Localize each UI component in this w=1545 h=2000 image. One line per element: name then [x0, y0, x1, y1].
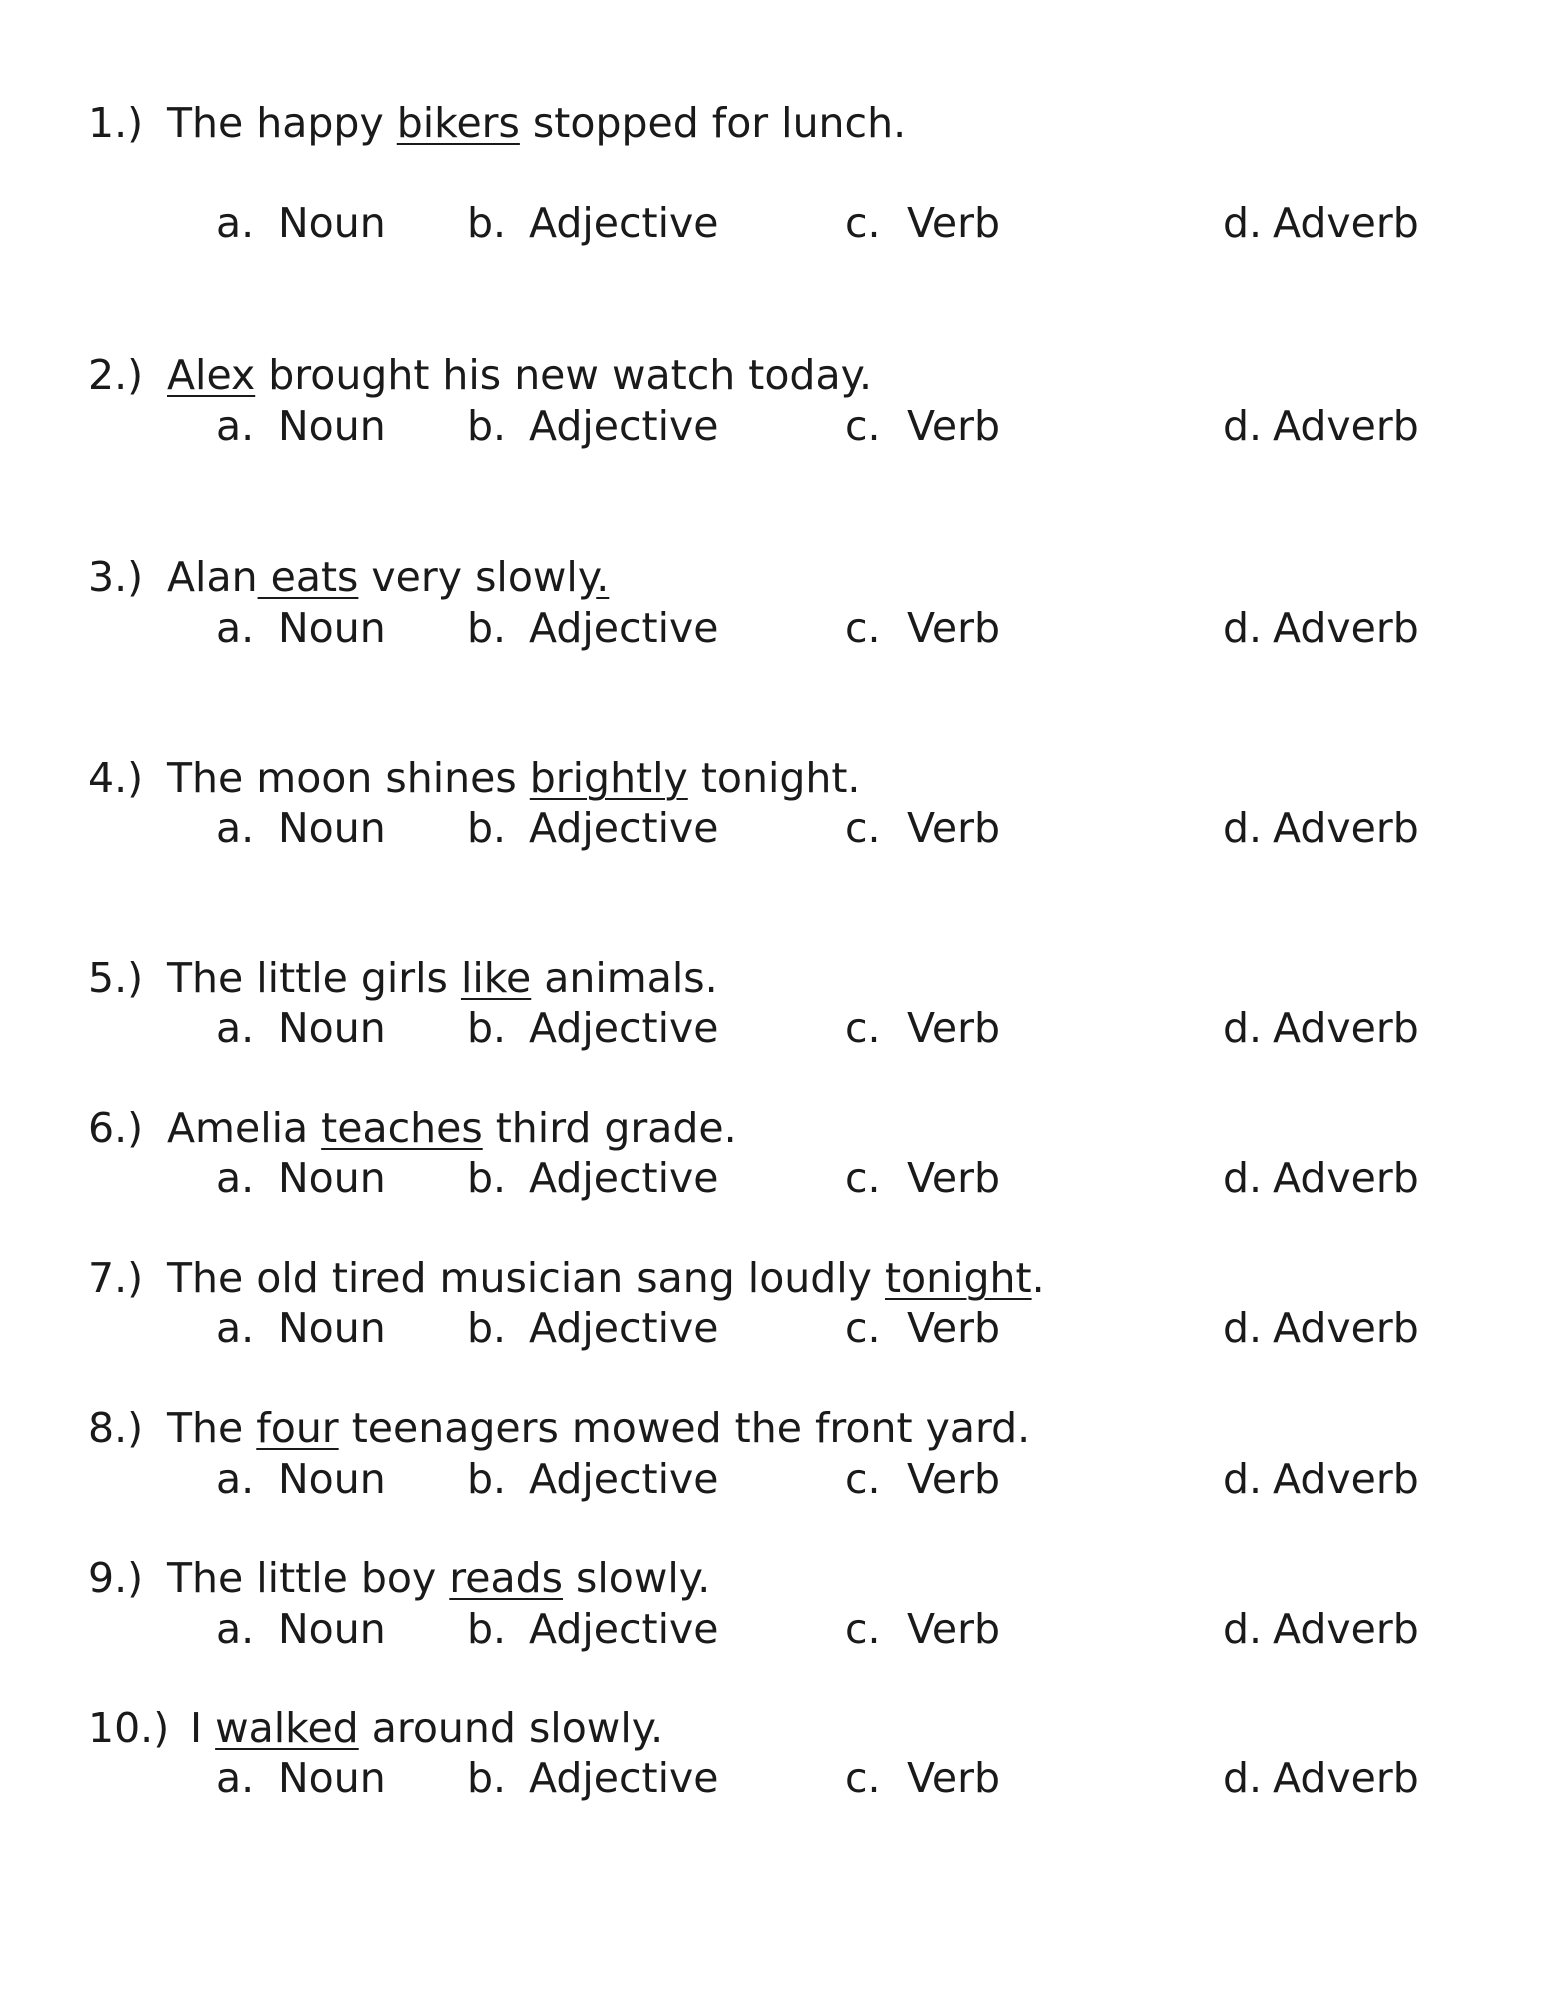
choice-c[interactable] [845, 1003, 1000, 1053]
sentence-before: The happy [167, 99, 397, 147]
choice-letter: c. [845, 1304, 881, 1352]
choice-letter: d. [1223, 1304, 1263, 1352]
choice-d[interactable] [1223, 803, 1419, 853]
choice-letter: d. [1223, 1154, 1263, 1202]
choice-c[interactable] [845, 401, 1000, 451]
choice-d[interactable] [1223, 1153, 1419, 1203]
choice-label: Verb [907, 402, 1000, 450]
choice-letter: b. [467, 1154, 507, 1202]
sentence-before: The [167, 1404, 257, 1452]
choice-d[interactable] [1223, 198, 1419, 248]
choice-label: Adverb [1273, 1754, 1419, 1802]
choice-a[interactable] [216, 401, 386, 451]
question-text [88, 1553, 710, 1603]
choice-label: Noun [278, 804, 386, 852]
question-number: 10.) [88, 1704, 170, 1752]
sentence-before: Alan [167, 553, 258, 601]
question-number: 9.) [88, 1554, 144, 1602]
question-text [88, 1703, 663, 1753]
sentence-after: . [1031, 1254, 1045, 1302]
choice-letter: d. [1223, 604, 1263, 652]
underlined-word: four [256, 1404, 339, 1452]
choice-label: Adverb [1273, 1455, 1419, 1503]
choice-label: Adjective [529, 1304, 719, 1352]
question-number: 4.) [88, 754, 144, 802]
choice-c[interactable] [845, 1604, 1000, 1654]
choice-letter: a. [216, 1304, 255, 1352]
choice-letter: a. [216, 804, 255, 852]
choice-d[interactable] [1223, 1003, 1419, 1053]
choice-b[interactable] [467, 1753, 718, 1803]
choice-b[interactable] [467, 1003, 718, 1053]
underlined-word: Alex [167, 351, 256, 399]
choice-label: Noun [278, 1154, 386, 1202]
choice-letter: d. [1223, 804, 1263, 852]
underlined-word: reads [449, 1554, 563, 1602]
choice-d[interactable] [1223, 603, 1419, 653]
choice-letter: c. [845, 1154, 881, 1202]
underlined-word: bikers [396, 99, 520, 147]
sentence-after: around slowly. [358, 1704, 664, 1752]
underlined-word: eats [257, 553, 359, 601]
choice-letter: d. [1223, 1754, 1263, 1802]
choice-letter: b. [467, 1455, 507, 1503]
choice-letter: a. [216, 402, 255, 450]
choice-letter: b. [467, 804, 507, 852]
question-text [88, 98, 906, 148]
choice-label: Adjective [529, 1754, 719, 1802]
sentence-after: slowly. [562, 1554, 711, 1602]
underlined-word: tonight [884, 1254, 1032, 1302]
choice-label: Adverb [1273, 199, 1419, 247]
choice-label: Noun [278, 1455, 386, 1503]
choice-letter: b. [467, 199, 507, 247]
choice-c[interactable] [845, 1753, 1000, 1803]
question-text [88, 753, 860, 803]
choice-a[interactable] [216, 1604, 386, 1654]
sentence-after: stopped for lunch. [519, 99, 907, 147]
choice-b[interactable] [467, 1153, 718, 1203]
choice-letter: b. [467, 402, 507, 450]
choice-letter: a. [216, 199, 255, 247]
choice-letter: d. [1223, 1004, 1263, 1052]
choice-letter: c. [845, 1004, 881, 1052]
question-text [88, 1253, 1045, 1303]
choice-b[interactable] [467, 803, 718, 853]
choice-label: Verb [907, 804, 1000, 852]
sentence-after: animals. [531, 954, 718, 1002]
sentence-before: Amelia [167, 1104, 322, 1152]
choice-b[interactable] [467, 603, 718, 653]
choice-letter: c. [845, 804, 881, 852]
underlined-word: like [460, 954, 532, 1002]
choice-a[interactable] [216, 1003, 386, 1053]
choice-b[interactable] [467, 1604, 718, 1654]
choice-label: Adjective [529, 604, 719, 652]
choice-letter: d. [1223, 1605, 1263, 1653]
choice-c[interactable] [845, 1454, 1000, 1504]
choice-a[interactable] [216, 198, 386, 248]
choice-d[interactable] [1223, 1303, 1419, 1353]
choice-letter: a. [216, 1154, 255, 1202]
choice-letter: c. [845, 402, 881, 450]
sentence-before: The little girls [167, 954, 461, 1002]
question-text [88, 953, 718, 1003]
choice-label: Adverb [1273, 402, 1419, 450]
choice-d[interactable] [1223, 1454, 1419, 1504]
choice-label: Noun [278, 1754, 386, 1802]
choice-letter: b. [467, 604, 507, 652]
underlined-period: . [596, 553, 610, 601]
choice-a[interactable] [216, 1303, 386, 1353]
choice-label: Adjective [529, 1455, 719, 1503]
choice-letter: c. [845, 1605, 881, 1653]
choice-letter: c. [845, 199, 881, 247]
choice-label: Noun [278, 604, 386, 652]
choice-label: Verb [907, 1154, 1000, 1202]
choice-letter: a. [216, 604, 255, 652]
choice-label: Adjective [529, 804, 719, 852]
question-number: 1.) [88, 99, 144, 147]
choice-d[interactable] [1223, 1753, 1419, 1803]
sentence-after: brought his new watch today. [255, 351, 873, 399]
question-number: 5.) [88, 954, 144, 1002]
choice-b[interactable] [467, 1454, 718, 1504]
sentence-after: teenagers mowed the front yard. [338, 1404, 1031, 1452]
choice-letter: c. [845, 604, 881, 652]
choice-letter: b. [467, 1605, 507, 1653]
choice-letter: a. [216, 1455, 255, 1503]
question-number: 2.) [88, 351, 144, 399]
question-text [88, 350, 872, 400]
choice-label: Adverb [1273, 1004, 1419, 1052]
choice-letter: c. [845, 1455, 881, 1503]
choice-label: Adjective [529, 402, 719, 450]
choice-a[interactable] [216, 603, 386, 653]
choice-b[interactable] [467, 1303, 718, 1353]
choice-label: Noun [278, 1605, 386, 1653]
choice-d[interactable] [1223, 401, 1419, 451]
choice-letter: b. [467, 1304, 507, 1352]
sentence-after: very slowly [358, 553, 597, 601]
question-number: 3.) [88, 553, 144, 601]
choice-label: Adverb [1273, 1154, 1419, 1202]
question-number: 6.) [88, 1104, 144, 1152]
question-text [88, 552, 609, 602]
choice-c[interactable] [845, 603, 1000, 653]
choice-b[interactable] [467, 198, 718, 248]
choice-label: Noun [278, 1004, 386, 1052]
choice-c[interactable] [845, 803, 1000, 853]
choice-label: Noun [278, 1304, 386, 1352]
sentence-after: tonight. [687, 754, 861, 802]
choice-letter: a. [216, 1605, 255, 1653]
choice-b[interactable] [467, 401, 718, 451]
choice-c[interactable] [845, 1303, 1000, 1353]
choice-label: Adjective [529, 1004, 719, 1052]
sentence-before: The little boy [167, 1554, 450, 1602]
choice-letter: d. [1223, 1455, 1263, 1503]
choice-label: Adjective [529, 1605, 719, 1653]
choice-label: Verb [907, 199, 1000, 247]
underlined-word: brightly [529, 754, 688, 802]
choice-label: Adverb [1273, 1605, 1419, 1653]
sentence-after: third grade. [482, 1104, 737, 1152]
choice-label: Verb [907, 604, 1000, 652]
underlined-word: teaches [321, 1104, 483, 1152]
choice-label: Verb [907, 1455, 1000, 1503]
sentence-before: The old tired musician sang loudly [167, 1254, 885, 1302]
choice-letter: b. [467, 1004, 507, 1052]
choice-label: Adjective [529, 199, 719, 247]
choice-label: Adverb [1273, 1304, 1419, 1352]
choice-letter: a. [216, 1004, 255, 1052]
sentence-before: The moon shines [167, 754, 530, 802]
choice-letter: b. [467, 1754, 507, 1802]
question-number: 8.) [88, 1404, 144, 1452]
choice-letter: a. [216, 1754, 255, 1802]
choice-d[interactable] [1223, 1604, 1419, 1654]
choice-letter: d. [1223, 199, 1263, 247]
choice-letter: d. [1223, 402, 1263, 450]
choice-label: Verb [907, 1754, 1000, 1802]
choice-label: Adverb [1273, 604, 1419, 652]
choice-a[interactable] [216, 1753, 386, 1803]
choice-label: Noun [278, 199, 386, 247]
choice-label: Verb [907, 1304, 1000, 1352]
choice-label: Adjective [529, 1154, 719, 1202]
question-text [88, 1403, 1030, 1453]
choice-c[interactable] [845, 198, 1000, 248]
choice-label: Noun [278, 402, 386, 450]
question-number: 7.) [88, 1254, 144, 1302]
choice-label: Adverb [1273, 804, 1419, 852]
choice-a[interactable] [216, 1153, 386, 1203]
choice-letter: c. [845, 1754, 881, 1802]
choice-c[interactable] [845, 1153, 1000, 1203]
sentence-before: I [190, 1704, 216, 1752]
choice-label: Verb [907, 1004, 1000, 1052]
underlined-word: walked [215, 1704, 359, 1752]
choice-a[interactable] [216, 1454, 386, 1504]
choice-label: Verb [907, 1605, 1000, 1653]
choice-a[interactable] [216, 803, 386, 853]
question-text [88, 1103, 737, 1153]
